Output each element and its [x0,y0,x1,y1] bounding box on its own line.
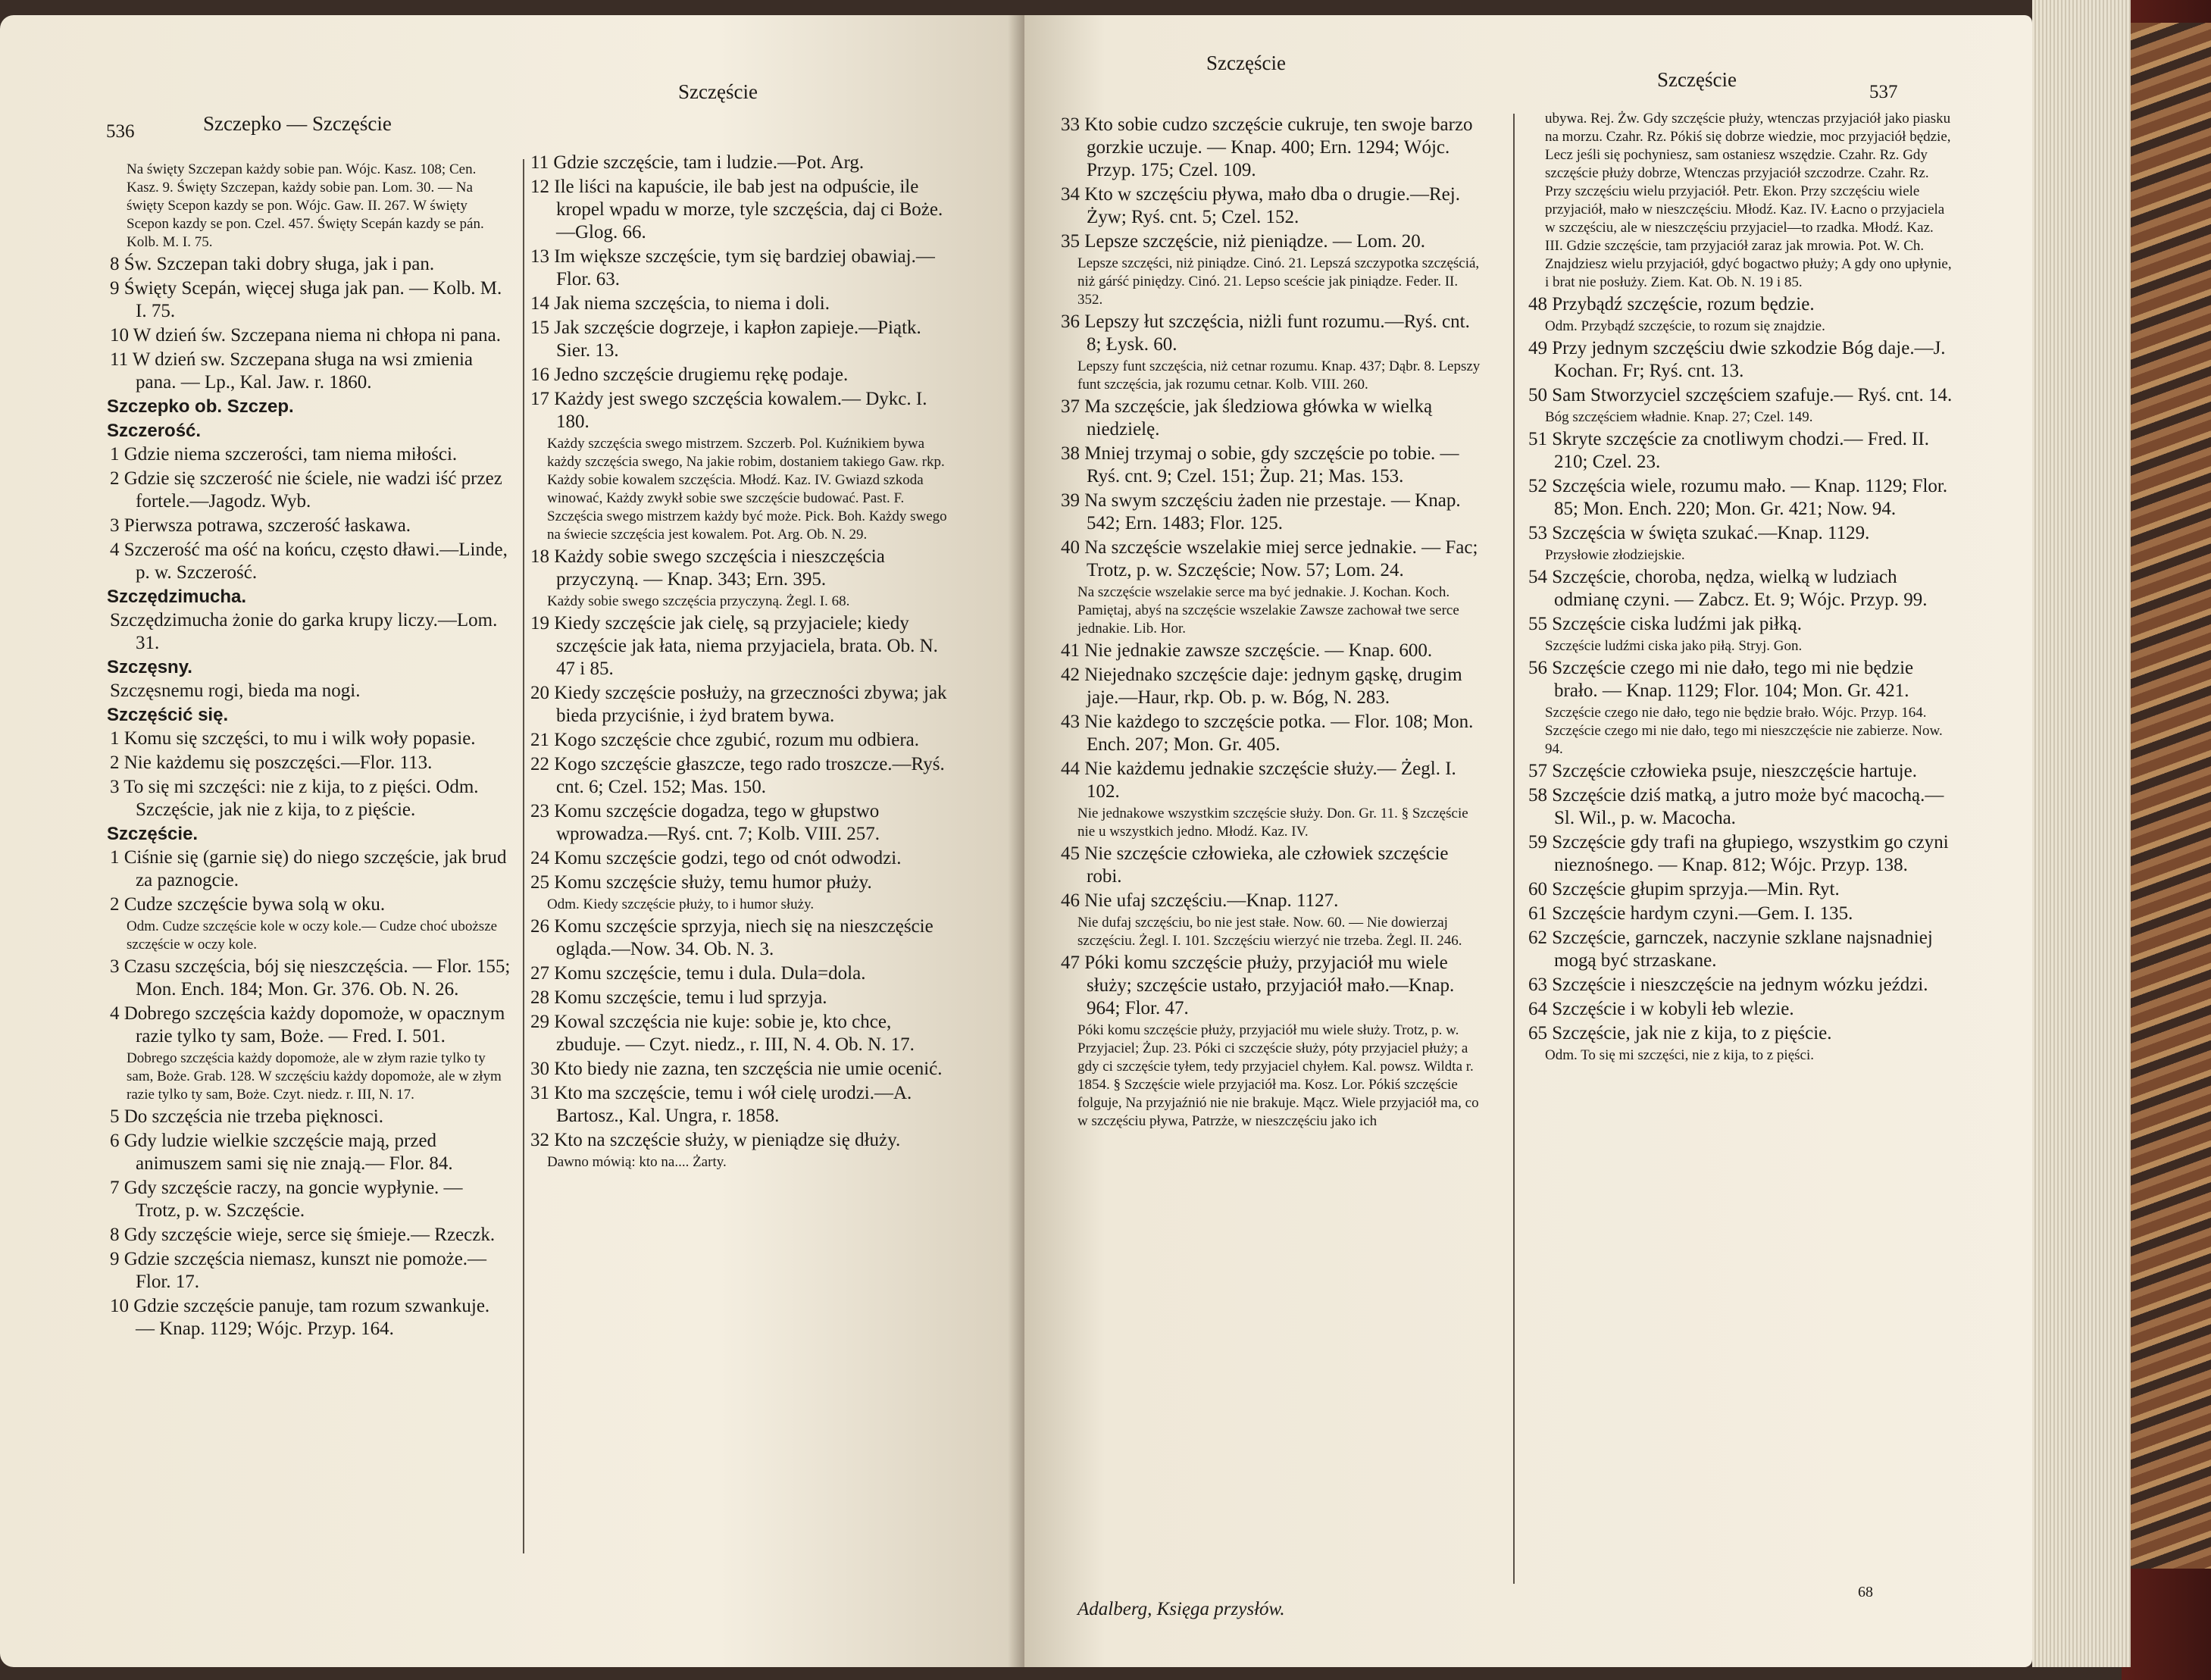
proverb-entry: 42 Niejednako szczęście daje: jednym gąskę, drugim jaje.—Haur, rkp. Ob. p. w. Bóg, N. 283. [1061,665,1462,708]
proverb-entry: 14 Jak niema szczęścia, to niema i doli. [530,293,830,314]
proverb-entry: 1 Ciśnie się (garnie się) do niego szczęście, jak brud za paznogcie. [110,847,507,890]
variant-note: Odm. Cudze szczęście kole w oczy kole.— Cudze choć uboższe szczęście w oczy kole. [127,918,498,953]
variant-note: Nie jednakowe wszystkim szczęście służy. Don. Gr. 11. § Szczęście nie u wszystkich jedno. Młodź. Kaz. IV. [1077,806,1468,840]
running-head: Szczepko — Szczęście [203,112,392,135]
proverb-entry: 5 Do szczęścia nie trzeba pięknosci. [110,1106,383,1127]
variant-note: Szczęście ludźmi ciska jako piłą. Stryj. Gon. [1545,638,1803,654]
running-head: Szczęście [1657,68,1737,91]
proverb-entry: 27 Komu szczęście, temu i dula. Dula=dola. [530,963,866,984]
proverb-entry: 56 Szczęście czego mi nie dało, tego mi nie będzie brało. — Knap. 1129; Flor. 104; Mon. Gr. 421. [1528,658,1914,701]
proverb-entry: 63 Szczęście i nieszczęście na jednym wózku jeździ. [1528,975,1928,995]
entry-heading: Szczerość. [107,421,202,441]
proverb-entry: 20 Kiedy szczęście posłuży, na grzeczności zbywa; jak bieda przyciśnie, i żyd bratem bywa. [530,683,947,726]
proverb-entry: 8 Gdy szczęście wieje, serce się śmieje.— Rzeczk. [110,1225,496,1245]
variant-note: Lepszy funt szczęścia, niż cetnar rozumu. Knap. 437; Dąbr. 8. Lepszy funt szczęścia, jak rozumu cetnar. Kolb. VIII. 260. [1077,358,1481,393]
right-page [1024,15,2032,1667]
proverb-entry: 54 Szczęście, choroba, nędza, wielką w ludziach odmianę czyni. — Zabcz. Et. 9; Wójc. Przyp. 99. [1528,567,1928,610]
proverb-entry: 52 Szczęścia wiele, rozumu mało. — Knap. 1129; Flor. 85; Mon. Ench. 220; Mon. Gr. 421; Now. 94. [1528,476,1948,519]
proverb-entry: 35 Lepsze szczęście, niż pieniądze. — Lom. 20. [1061,231,1426,252]
variant-note: Odm. Kiedy szczęście płuży, to i humor służy. [547,896,815,912]
proverb-entry: 9 Święty Scepán, więcej sługa jak pan. — Kolb. M. I. 75. [110,278,502,321]
proverb-entry: 31 Kto ma szczęście, temu i wół cielę urodzi.—A. Bartosz., Kal. Ungra, r. 1858. [530,1083,912,1126]
variant-note: Szczęście czego nie dało, tego nie będzie brało. Wójc. Przyp. 164. Szczęście czego mi nie dało, tego mi nieszczęście nie zabierze. Now. 94. [1545,705,1943,757]
proverb-entry: 61 Szczęście hardym czyni.—Gem. I. 135. [1528,903,1853,924]
proverb-entry: 58 Szczęście dziś matką, a jutro może być macochą.—Sl. Wil., p. w. Macocha. [1528,785,1944,828]
proverb-entry: 29 Kowal szczęścia nie kuje: sobie je, kto chce, zbuduje. — Czyt. niedz., r. III, N. 4. Ob. N. 17. [530,1012,915,1055]
variant-note: Nie dufaj szczęściu, bo nie jest stałe. Now. 60. — Nie dowierzaj szczęściu. Żegl. I. 101. Szczęściu wierzyć nie trzeba. Żegl. II. 246. [1077,915,1462,949]
proverb-entry: 38 Mniej trzymaj o sobie, gdy szczęście po tobie. — Ryś. cnt. 9; Czel. 151; Żup. 21; Mas. 153. [1061,443,1459,486]
left-page [0,15,1024,1667]
proverb-entry: 9 Gdzie szczęścia niemasz, kunszt nie pomoże.—Flor. 17. [110,1249,487,1292]
proverb-entry: 24 Komu szczęście godzi, tego od cnót odwodzi. [530,848,902,868]
proverb-entry: 10 Gdzie szczęście panuje, tam rozum szwankuje. — Knap. 1129; Wójc. Przyp. 164. [110,1296,490,1339]
entry-heading: Szczęście. [107,824,199,844]
proverb-entry: 62 Szczęście, garnczek, naczynie szklane najsnadniej mogą być strzaskane. [1528,928,1933,971]
page-number: 536 [106,121,135,142]
variant-note: Dobrego szczęścia każdy dopomoże, ale w złym razie tylko ty sam, Boże. Grab. 128. W szczęściu każdy dopomoże, ale w złym razie tylko ty sam, Boże. Czyt. niedz. r. III, N. 17. [127,1050,502,1103]
proverb-entry: 51 Skryte szczęście za cnotliwym chodzi.— Fred. II. 210; Czel. 23. [1528,429,1929,472]
proverb-entry: 16 Jedno szczęście drugiemu rękę podaje. [530,364,849,385]
proverb-entry: 44 Nie każdemu jednakie szczęście służy.— Żegl. I. 102. [1061,759,1456,802]
proverb-entry: 21 Kogo szczęście chce zgubić, rozum mu odbiera. [530,730,919,750]
proverb-entry: 53 Szczęścia w święta szukać.—Knap. 1129. [1528,523,1870,543]
proverb-entry: 60 Szczęście głupim sprzyja.—Min. Ryt. [1528,879,1840,899]
proverb-entry: 49 Przy jednym szczęściu dwie szkodzie Bóg daje.—J. Kochan. Fr; Ryś. cnt. 13. [1528,338,1946,381]
center-head: Szczęście [1206,52,1286,74]
variant-note: Odm. To się mi szczęści, nie z kija, to z pięści. [1545,1047,1814,1063]
entry-heading: Szczędzimucha. [107,587,247,607]
page-number: 537 [1869,82,1898,102]
marbled-endpaper [2131,23,2211,1569]
signature-number: 68 [1858,1584,1873,1600]
proverb-entry: 6 Gdy ludzie wielkie szczęście mają, przed animuszem sami się nie znają.— Flor. 84. [110,1131,453,1174]
proverb-entry: 12 Ile liści na kapuście, ile bab jest na odpuście, ile kropel wpadu w morze, tyle szczęścia, daj ci Boże.—Glog. 66. [530,177,943,242]
proverb-entry: 40 Na szczęście wszelakie miej serce jednakie. — Fac; Trotz, p. w. Szczęście; Now. 57; Lom. 24. [1061,537,1478,580]
proverb-entry: 1 Gdzie niema szczerości, tam niema miłości. [110,444,458,465]
proverb-entry: 55 Szczęście ciska ludźmi jak piłką. [1528,614,1802,634]
proverb-entry: 48 Przybądź szczęście, rozum będzie. [1528,294,1815,314]
proverb-entry: 1 Komu się szczęści, to mu i wilk woły popasie. [110,728,476,749]
page-edges [2032,0,2131,1667]
proverb-entry: 28 Komu szczęście, temu i lud sprzyja. [530,987,827,1008]
proverb-entry: 34 Kto w szczęściu pływa, mało dba o drugie.—Rej. Żyw; Ryś. cnt. 5; Czel. 152. [1061,184,1460,227]
footer-signature-line: Adalberg, Księga przysłów. [1077,1599,1285,1619]
proverb-entry: 37 Ma szczęście, jak śledziowa główka w wielką niedzielę. [1061,396,1433,440]
proverb-entry: 30 Kto biedy nie zazna, ten szczęścia nie umie ocenić. [530,1059,943,1079]
proverb-entry: 3 Pierwsza potrawa, szczerość łaskawa. [110,515,411,536]
proverb-entry: 46 Nie ufaj szczęściu.—Knap. 1127. [1061,890,1339,911]
variant-note: ubywa. Rej. Żw. Gdy szczęście płuży, wtenczas przyjaciół jako piasku na morzu. Czahr. Rz. Pókiś się dobrze wiedzie, moc przyjaciół będzie, Lecz jeśli się pochyniesz, sam ostaniesz wszędzie. Czahr. Rz. Gdy szczęście płuży dobrze, Wtenczas przyjaciół szczodrze. Czahr. Rz. Przy szczęściu wielu przyjaciół. Petr. Ekon. Przy szczęściu wiele przyjaciół, mało w nieszczęściu. Młodź. Kaz. IV. Łacno o przyjaciela w szczęściu, ale w nieszczęściu przyjaciel—to rzadka. Młodź. Kaz. III. Gdzie szczęście, tam przyjaciół zaraz jak mrowia. Pot. W. Ch. Znajdziesz wielu przyjaciół, gdyć bogactwo płuży; A gdy ono upłynie, i brat nie posłuży. Ziem. Kat. Ob. N. 19 i 85. [1545,111,1952,290]
proverb-entry: Szczęsnemu rogi, bieda ma nogi. [110,680,361,701]
proverb-entry: 2 Gdzie się szczerość nie ściele, nie wadzi iść przez fortele.—Jagodz. Wyb. [110,468,502,512]
proverb-entry: 3 To się mi szczęści: nie z kija, to z pięści. Odm. Szczęście, jak nie z kija, to z pięście. [110,777,479,820]
variant-note: Przysłowie złodziejskie. [1545,547,1685,563]
proverb-entry: 41 Nie jednakie zawsze szczęście. — Knap. 600. [1061,640,1433,661]
variant-note: Każdy sobie swego szczęścia przyczyną. Żegl. I. 68. [547,593,850,609]
proverb-entry: 36 Lepszy łut szczęścia, niżli funt rozumu.—Ryś. cnt. 8; Łysk. 60. [1061,311,1470,355]
proverb-entry: 65 Szczęście, jak nie z kija, to z pięście. [1528,1023,1832,1043]
proverb-entry: 25 Komu szczęście służy, temu humor płuży. [530,872,872,893]
proverb-entry: 11 W dzień sw. Szczepana sługa na wsi zmienia pana. — Lp., Kal. Jaw. r. 1860. [110,349,474,393]
proverb-entry: 19 Kiedy szczęście jak cielę, są przyjaciele; kiedy szczęście jak łata, niema przyjaciela, brata. Ob. N. 47 i 85. [530,613,938,679]
proverb-entry: 57 Szczęście człowieka psuje, nieszczęście hartuje. [1528,761,1917,781]
variant-note: Bóg szczęściem władnie. Knap. 27; Czel. 149. [1545,409,1813,425]
proverb-entry: 50 Sam Stworzyciel szczęściem szafuje.— Ryś. cnt. 14. [1528,385,1953,405]
proverb-entry: 33 Kto sobie cudzo szczęście cukruje, ten swoje barzo gorzkie uczuje. — Knap. 400; Ern. 1294; Wójc. Przyp. 175; Czel. 109. [1061,114,1473,180]
proverb-entry: 23 Komu szczęście dogadza, tego w głupstwo wprowadza.—Ryś. cnt. 7; Kolb. VIII. 257. [530,801,880,844]
proverb-entry: 43 Nie każdego to szczęście potka. — Flor. 108; Mon. Ench. 207; Mon. Gr. 405. [1061,712,1474,755]
proverb-entry: 18 Każdy sobie swego szczęścia i nieszczęścia przyczyną. — Knap. 343; Ern. 395. [530,546,885,590]
entry-heading: Szczęsny. [107,657,192,677]
proverb-entry: 59 Szczęście gdy trafi na głupiego, wszystkim go czyni nieznośnego. — Knap. 812; Wójc. Przyp. 138. [1528,832,1949,875]
proverb-entry: 22 Kogo szczęście głaszcze, tego rado troszcze.—Ryś. cnt. 6; Czel. 152; Mas. 150. [530,754,945,797]
proverb-entry: 3 Czasu szczęścia, bój się nieszczęścia. — Flor. 155; Mon. Ench. 184; Mon. Gr. 376. Ob. N. 26. [110,956,511,1000]
proverb-entry: 8 Św. Szczepan taki dobry sługa, jak i pan. [110,254,435,274]
proverb-entry: 39 Na swym szczęściu żaden nie przestaje. — Knap. 542; Ern. 1483; Flor. 125. [1061,490,1461,533]
variant-note: Każdy szczęścia swego mistrzem. Szczerb. Pol. Kuźnikiem bywa każdy szczęścia swego, Na jakie robim, dostaniem takiego Gaw. rkp. Każdy sobie kowalem szczęścia. Młodź. Kaz. IV. Gwiazd szkoda winować, Każdy zwykł sobie swe szczęście budować. Past. F. Szczęścia swego mistrzem każdy być może. Pick. Boh. Każdy swego na świecie szczęścia jest kowalem. Pot. Arg. Ob. N. 29. [547,436,947,543]
variant-note: Póki komu szczęście płuży, przyjaciół mu wiele służy. Trotz, p. w. Przyjaciel; Żup. 23. Póki ci szczęście służy, póty przyjaciel płuży; a gdy ci szczęście tyłem, tedy przyjaciel chyłem. Kal. powsz. Wildta r. 1854. § Szczęście wiele przyjaciół ma. Kosz. Lor. Pókiś szczęście folguje, Na przyjaźnió nie nie brakuje. Mącz. Wiele przyjaciół ma, co w szczęściu pływa, Patrzże, w nieszczęściu jako ich [1077,1022,1479,1129]
proverb-entry: 26 Komu szczęście sprzyja, niech się na nieszczęście ogląda.—Now. 34. Ob. N. 3. [530,916,933,959]
right-column-1 [1061,114,1485,1132]
left-column-1 [107,161,511,1342]
proverb-entry: 64 Szczęście i w kobyli łeb wlezie. [1528,999,1794,1019]
proverb-entry: 7 Gdy szczęście raczy, na goncie wypłynie. — Trotz, p. w. Szczęście. [110,1178,463,1221]
proverb-entry: 4 Szczerość ma ość na końcu, często dławi.—Linde, p. w. Szczerość. [110,540,508,583]
center-head: Szczęście [678,80,758,103]
proverb-entry: 47 Póki komu szczęście płuży, przyjaciół mu wiele służy; szczęście ustało, przyjaciół mało.—Knap. 964; Flor. 47. [1061,953,1455,1018]
proverb-entry: 11 Gdzie szczęście, tam i ludzie.—Pot. Arg. [530,152,865,173]
proverb-entry: 10 W dzień św. Szczepana niema ni chłopa ni pana. [110,325,502,346]
variant-note: Lepsze szczęści, niż piniądze. Cinó. 21. Lepszá szczypotka szczęściá, niż gárść piniędzy. Cinó. 21. Lepso sceście jak piniądze. Feder. II. 352. [1077,255,1480,308]
entry-heading: Szczepko ob. Szczep. [107,396,294,417]
proverb-entry: 2 Nie każdemu się poszczęści.—Flor. 113. [110,752,433,773]
proverb-entry: 17 Każdy jest swego szczęścia kowalem.— Dykc. I. 180. [530,389,927,432]
entry-heading: Szczęścić się. [107,705,229,725]
column-rule [1513,114,1515,1584]
variant-note: Na święty Szczepan każdy sobie pan. Wójc. Kasz. 108; Cen. Kasz. 9. Święty Szczepan, każdy sobie pan. Lom. 30. — Na święty Scepon kazdy se pon. Wójc. Gaw. II. 267. W święty Scepon kazdy se pon. Czel. 457. Święty Scepán kazdy se pán. Kolb. M. I. 75. [127,161,484,250]
proverb-entry: 45 Nie szczęście człowieka, ale człowiek szczęście robi. [1061,843,1449,887]
right-column-2 [1528,110,1953,1066]
column-rule [523,159,524,1553]
proverb-entry: 32 Kto na szczęście służy, w pieniądze się dłuży. [530,1130,901,1150]
proverb-entry: Szczędzimucha żonie do garka krupy liczy.—Lom. 31. [110,610,498,653]
proverb-entry: 4 Dobrego szczęścia każdy dopomoże, w opacznym razie tylko ty sam, Boże. — Fred. I. 501. [110,1003,505,1046]
proverb-entry: 15 Jak szczęście dogrzeje, i kapłon zapieje.—Piątk. Sier. 13. [530,318,921,361]
left-column-2 [530,152,947,1173]
proverb-entry: 2 Cudze szczęście bywa solą w oku. [110,894,386,915]
variant-note: Dawno mówią: kto na.... Żarty. [547,1154,727,1170]
variant-note: Odm. Przybądź szczęście, to rozum się znajdzie. [1545,318,1825,334]
variant-note: Na szczęście wszelakie serce ma być jednakie. J. Kochan. Koch. Pamiętaj, abyś na szczęście wszelakie Zawsze zachował twe serce jednakie. Lib. Hor. [1077,584,1459,637]
proverb-entry: 13 Im większe szczęście, tym się bardziej obawiaj.—Flor. 63. [530,246,935,289]
